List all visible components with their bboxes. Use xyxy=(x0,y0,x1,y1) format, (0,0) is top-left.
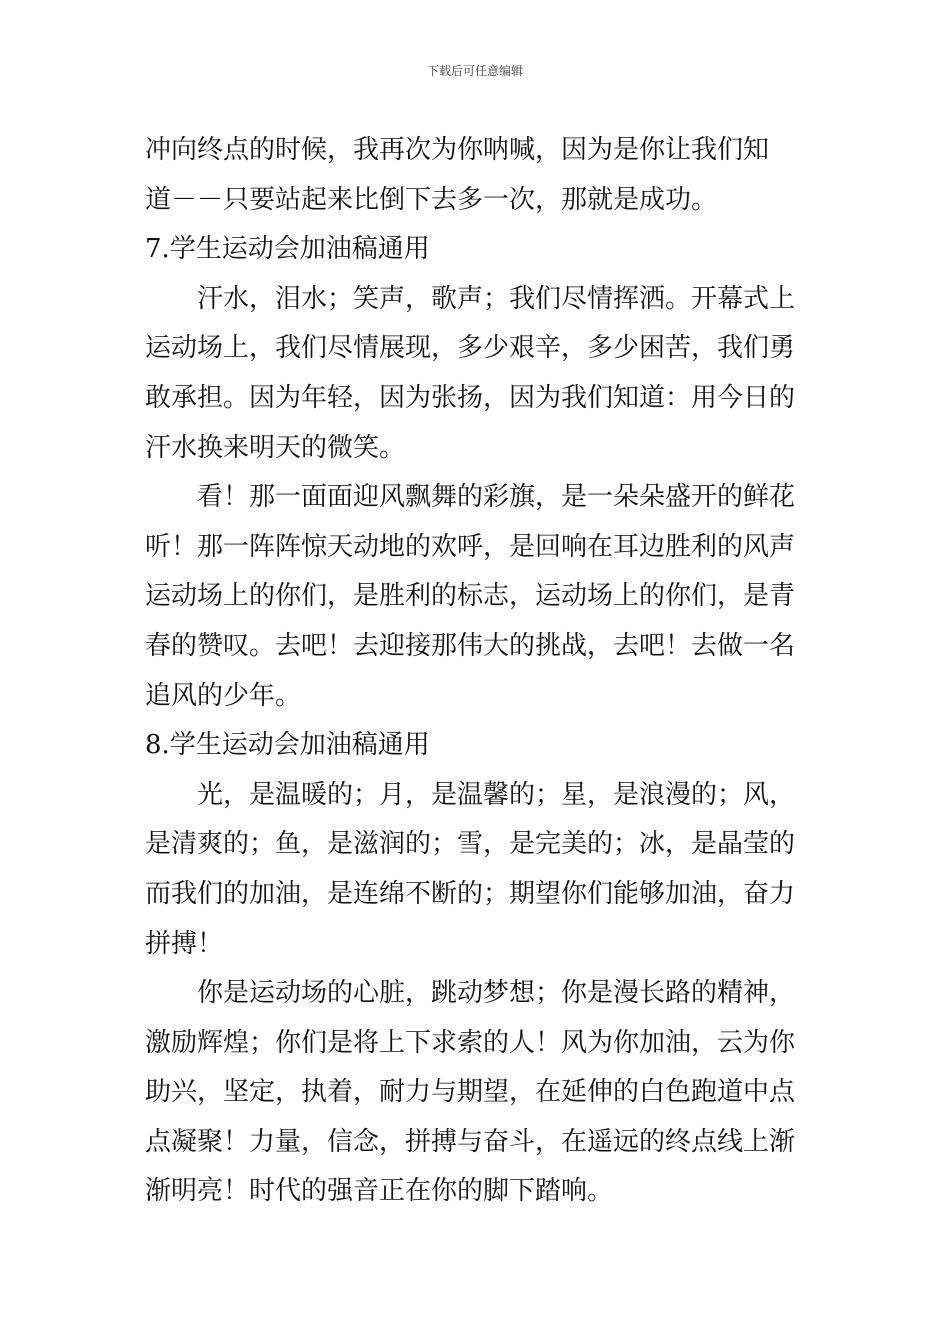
document-body xyxy=(145,126,815,1217)
text-line: 你是运动场的心脏，跳动梦想；你是漫长路的精神， xyxy=(197,978,796,1009)
text-line: 冲向终点的时候，我再次为你呐喊，因为是你让我们知 xyxy=(145,135,770,165)
text-line: 敢承担。因为年轻，因为张扬，因为我们知道：用今日的 xyxy=(145,382,796,413)
text-line: 汗水换来明天的微笑。 xyxy=(145,432,406,463)
text-line: 看！那一面面迎风飘舞的彩旗，是一朵朵盛开的鲜花 xyxy=(197,482,796,513)
text-line: 8.学生运动会加油稿通用 xyxy=(145,730,430,761)
text-line: 7.学生运动会加油稿通用 xyxy=(145,234,430,265)
page-header: 下载后可任意编辑 xyxy=(426,64,523,78)
text-line: 点凝聚！力量，信念，拼搏与奋斗，在遥远的终点线上渐 xyxy=(145,1126,796,1157)
text-line: 拼搏！ xyxy=(145,928,224,959)
text-line: 激励辉煌；你们是将上下求索的人！风为你加油，云为你 xyxy=(145,1027,796,1058)
text-line: 助兴，坚定，执着，耐力与期望，在延伸的白色跑道中点 xyxy=(145,1077,796,1108)
text-line: 汗水，泪水；笑声，歌声；我们尽情挥洒。开幕式上 xyxy=(197,283,796,314)
text-line: 而我们的加油，是连绵不断的；期望你们能够加油，奋力 xyxy=(145,878,796,909)
text-line: 是清爽的；鱼，是滋润的；雪，是完美的；冰，是晶莹的 xyxy=(145,829,796,860)
text-line: 运动场上，我们尽情展现，多少艰辛，多少困苦，我们勇 xyxy=(145,333,796,364)
text-line: 道－－只要站起来比倒下去多一次，那就是成功。 xyxy=(145,184,718,215)
text-line: 听！那一阵阵惊天动地的欢呼，是回响在耳边胜利的风声 xyxy=(145,531,796,562)
text-line: 春的赞叹。去吧！去迎接那伟大的挑战，去吧！去做一名 xyxy=(145,630,796,661)
text-line: 追风的少年。 xyxy=(145,680,302,711)
text-line: 运动场上的你们，是胜利的标志，运动场上的你们，是青 xyxy=(145,581,796,612)
text-line: 渐明亮！时代的强音正在你的脚下踏响。 xyxy=(145,1176,614,1207)
text-line: 光，是温暖的；月，是温馨的；星，是浪漫的；风， xyxy=(197,779,796,810)
